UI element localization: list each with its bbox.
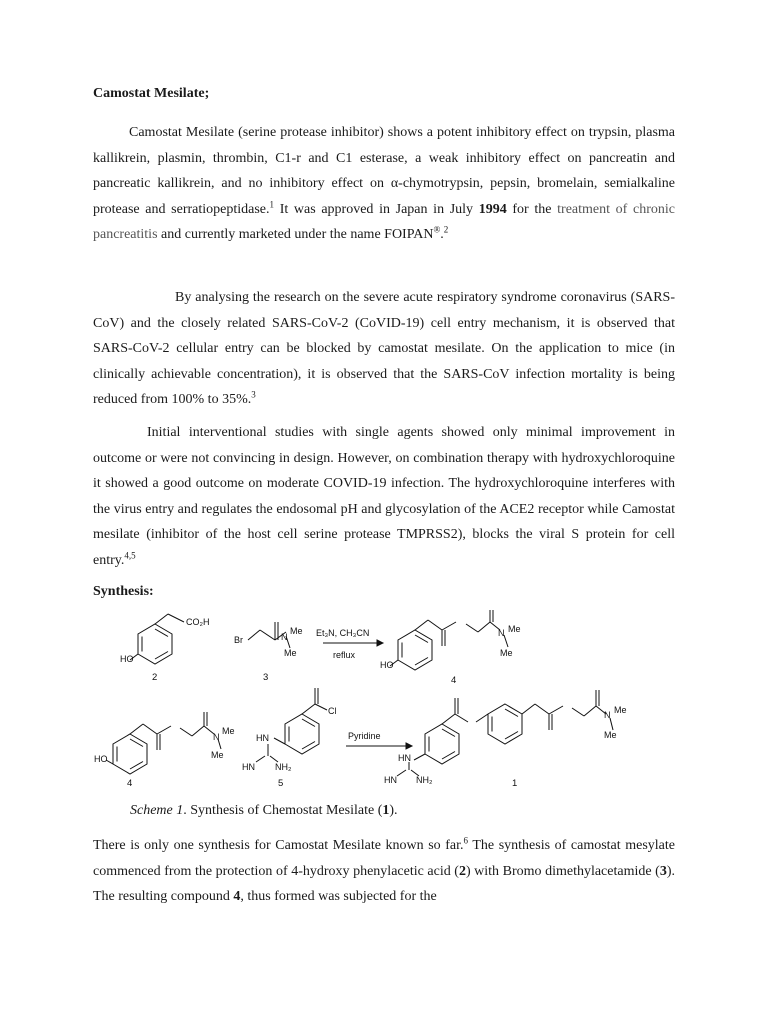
cmpd3-n: N — [281, 632, 288, 642]
paragraph-sars: By analysing the research on the severe acute respiratory syndrome coronavirus (SARS-CoV) and the closely related SARS-CoV-2 (CoVID-19) cell entry mechanism, it is observed that SARS-CoV-2 cellular entry can be blocked by camostat mesilate. On the application to mice (in clinically achievable concentration), it is observed that the SARS-CoV infection mortality is being reduced from 100% to 35%.$^3$ — [93, 290, 675, 407]
cmpd4-n: N — [498, 628, 505, 638]
cmpd4b-me1: Me — [222, 726, 235, 736]
cmpd5-nh2: NH₂ — [275, 762, 292, 772]
pancreatitis-link[interactable]: treatment of chronic pancreatitis — [93, 201, 675, 242]
section-title: Camostat Mesilate; — [93, 86, 210, 101]
cmpd5-hn: HN — [256, 733, 269, 743]
label-5: 5 — [278, 778, 284, 789]
cmpd2-co2h: CO₂H — [186, 617, 210, 627]
citation-1: 1 — [269, 198, 275, 209]
cmpd1-n: N — [604, 710, 611, 720]
label-1: 1 — [512, 778, 518, 789]
cmpd1-nh2: NH₂ — [416, 775, 433, 785]
cmpd1-me1: Me — [614, 705, 627, 715]
cmpd5-hn2: HN — [242, 762, 255, 772]
label-4b: 4 — [127, 778, 133, 789]
cmpd5-cl: Cl — [328, 706, 337, 716]
reagent-pyridine: Pyridine — [348, 731, 381, 741]
citation-2: 2 — [443, 224, 449, 235]
cmpd4b-n: N — [213, 732, 220, 742]
label-3: 3 — [263, 672, 269, 683]
scheme-caption: Scheme 1. Synthesis of Chemostat Mesilate (1). — [130, 803, 398, 818]
label-4: 4 — [451, 675, 457, 686]
cmpd1-me2: Me — [604, 730, 617, 740]
synthesis-heading: Synthesis: — [93, 584, 154, 599]
cmpd4-me2: Me — [500, 648, 513, 658]
cmpd3-me1: Me — [290, 626, 303, 636]
cmpd3-me2: Me — [284, 648, 297, 658]
cmpd2-ho: HO — [120, 654, 134, 664]
benzene-ring — [138, 624, 172, 664]
synthesis-scheme — [80, 610, 700, 790]
cmpd1-hn: HN — [398, 753, 411, 763]
citation-3: 3 — [251, 389, 256, 400]
reagent-reflux: reflux — [333, 650, 356, 660]
citation-6: 6 — [463, 835, 469, 846]
cmpd4b-me2: Me — [211, 750, 224, 760]
paragraph-intro: Camostat Mesilate (serine protease inhibitor) shows a potent inhibitory effect on trypsin, plasma kallikrein, plasmin, thrombin, C1-r and C1 esterase, a weak inhibitory effect on pancreatin and pancreatic kallikrein, and no inhibitory effect on α-chymotrypsin, pepsin, bromelain, semialkaline protease and serratiopeptidase.$^1$ It was approved in Japan in July 1994 for the treatment of chronic pancreatitis and currently marketed under the name FOIPAN®.$^2$ — [93, 125, 675, 242]
cmpd4-me1: Me — [508, 624, 521, 634]
cmpd4b-ho: HO — [94, 754, 108, 764]
cmpd1-hn2: HN — [384, 775, 397, 785]
label-2: 2 — [152, 672, 158, 683]
paragraph-interventional: Initial interventional studies with single agents showed only minimal improvement in outcome or were not convincing in design. However, on combination therapy with hydroxychloroquine it showed a good outcome on moderate COVID-19 infection. The hydroxychloroquine interferes with the virus entry and regulates the endosomal pH and glycosylation of the ACE2 receptor while Camostat mesilate (inhibitor of the host cell serine protease TMPRSS2), blocks the viral S protein for cell entry.$^{4,5}$ — [93, 425, 675, 568]
reagent-et3n: Et₃N, CH₃CN — [316, 628, 370, 638]
cmpd4-ho: HO — [380, 660, 394, 670]
approval-year: 1994 — [478, 201, 507, 217]
paragraph-synthesis: There is only one synthesis for Camostat Mesilate known so far.$^6$ The synthesis of camostat mesylate commenced from the protection of 4-hydroxy phenylacetic acid (2) with Bromo dimethylacetamide (3). The resulting compound 4, thus formed was subjected for the — [93, 835, 675, 904]
citation-4-5: 4,5 — [124, 549, 136, 560]
cmpd3-br: Br — [234, 635, 243, 645]
